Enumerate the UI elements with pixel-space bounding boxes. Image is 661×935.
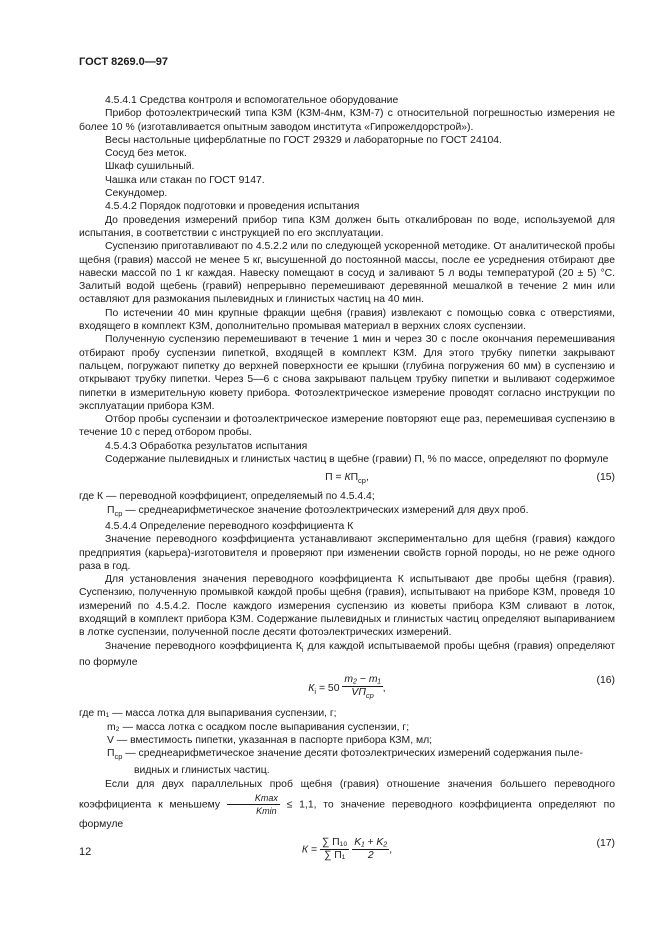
formula-16-lhs-sub: i xyxy=(314,687,317,697)
formula-17-number: (17) xyxy=(596,837,615,849)
oven-paragraph: Шкаф сушильный. xyxy=(105,161,195,173)
formula-17-numerator-1: ∑ П₁₀ xyxy=(321,836,348,848)
formula-15-p: П xyxy=(350,472,359,484)
formula-15-k: К xyxy=(344,472,351,484)
formula-15-sub: ср xyxy=(358,476,366,486)
page-number: 12 xyxy=(79,846,92,858)
stopwatch-paragraph: Секундомер. xyxy=(105,188,168,200)
ratio-numerator: Kmax xyxy=(227,792,280,805)
formula-15-lhs: П = xyxy=(325,472,345,484)
device-paragraph: Прибор фотоэлектрический типа КЗМ (КЗМ-4нм, КЗМ-7) с относительной погрешностью измерения не более 10 % (изготавливается опытным заводом института «Гипрожелдорстрой»). xyxy=(79,108,615,133)
where-v-definition: V — вместимость пипетки, указанная в паспорте прибора КЗМ, мл; xyxy=(107,734,433,746)
section-4542-title: 4.5.4.2 Порядок подготовки и проведения испытания xyxy=(105,201,360,213)
document-body xyxy=(79,94,615,876)
formula-16-eq: = 50 xyxy=(316,683,340,695)
formula-17-numerator-2: K₁ + K₂ xyxy=(354,836,388,848)
content-formula-intro: Содержание пылевидных и глинистых частиц в щебне (гравии) П, % по массе, определяют по формуле xyxy=(105,454,609,466)
pipette-paragraph: Полученную суспензию перемешивают в течение 1 мин и через 30 с после окончания перемешивания отбирают пробу суспензии пипеткой, входящей в комплект КЗМ. Для этого трубку пипетки закрывают пальцем, погружают пипетку до верхней поверхности ее крышки (глубина погружения 60 мм) в суспензию и открывают трубку пипетки. Через 5—6 с снова закрывают пальцем трубку пипетки и выливают содержимое пипетки в измерительную кювету прибора. Фотоэлектрическое измерение проводят согласно инструкции по эксплуатации прибора КЗМ. xyxy=(79,334,615,412)
formula-16-denominator-sub: ср xyxy=(365,691,374,701)
formula-15-expression: $П = КП_{ср}$, xyxy=(325,472,369,486)
coefficient-paragraph: Значение переводного коэффициента устанавливают экспериментально для щебня (гравия) каждого предприятия (карьера)-изготовителя и проверяют при изменении свойств горной породы, но не реже одного раза в год. xyxy=(79,534,615,572)
formula-16-denominator-text: VП xyxy=(351,687,366,699)
where-p-definition xyxy=(79,504,615,520)
formula-17-fraction-2 xyxy=(352,837,389,862)
formula-17-fraction-1 xyxy=(320,837,350,862)
procedure-paragraph: Для установления значения переводного коэффициента К испытывают две пробы щебня (гравия). Суспензию, полученную промывкой каждой пробы щебня (гравия), испытывают на приборе КЗМ, проведя 10 измерений по 4.5.4.2. После каждого измерения суспензию из кюветы прибора КЗМ сливают в лоток, входящий в комплект прибора КЗМ. Содержание пылевидных и глинистых частиц определяют выпариванием в лотке суспензии, полученной после десяти фотоэлектрических измерений. xyxy=(79,574,615,639)
section-4544-title: 4.5.4.4 Определение переводного коэффициента К xyxy=(105,520,354,532)
ki-intro-paragraph xyxy=(79,640,615,670)
section-4541-title: 4.5.4.1 Средства контроля и вспомогательное оборудование xyxy=(105,95,399,106)
where-p-text: — среднеарифметическое значение фотоэлектрических измерений для двух проб. xyxy=(122,504,529,516)
formula-17-lhs: К = xyxy=(301,844,320,856)
ki-intro-a: Значение переводного коэффициента К xyxy=(105,640,302,652)
formula-15 xyxy=(79,468,615,488)
vessel-paragraph: Сосуд без меток. xyxy=(105,148,187,160)
where-pcp-symbol: П xyxy=(107,748,115,760)
formula-16-number: (16) xyxy=(596,675,615,687)
formula-16-denominator xyxy=(342,687,382,702)
where-k-definition: где К — переводной коэффициент, определяемый по 4.5.4.4; xyxy=(79,491,375,503)
formula-17 xyxy=(79,834,615,874)
where-p-sub: ср xyxy=(114,508,123,518)
where-pcp-text-1: — среднеарифметическое значение десяти фотоэлектрических измерений содержания пыле- xyxy=(122,748,583,760)
where-pcp-sub: ср xyxy=(114,752,123,762)
where-m1-definition: где m₁ — масса лотка для выпаривания суспензии, г; xyxy=(79,708,337,720)
formula-16-fraction xyxy=(342,674,382,702)
ratio-text-a: Если для двух параллельных проб щебня (гравия) отношение значения большего переводного коэффициента к меньшему xyxy=(79,778,615,811)
formula-15-number: (15) xyxy=(596,472,615,484)
ratio-text-b: ≤ 1,1, то значение переводного коэффициента определяют по формуле xyxy=(79,799,615,830)
calibration-paragraph: До проведения измерений прибор типа КЗМ должен быть откалиброван по воде, используемой для испытания, в соответствии с инструкцией по его эксплуатации. xyxy=(79,214,615,239)
formula-16 xyxy=(79,671,615,705)
ki-intro-sub: i xyxy=(301,644,304,654)
scales-paragraph: Весы настольные циферблатные по ГОСТ 29329 и лабораторные по ГОСТ 24104. xyxy=(105,134,502,146)
formula-16-numerator: m₂ − m₁ xyxy=(344,674,381,686)
ratio-fraction xyxy=(227,792,280,817)
suspension-paragraph: Суспензию приготавливают по 4.5.2.2 или по следующей ускоренной методике. От аналитической пробы щебня (гравия) массой не менее 5 кг, высушенной до постоянной массы, после ее усреднения отбирают две навески массой по 1 кг каждая. Навеску помещают в сосуд и заливают 5 л воды температурой (20 ± 5) °С. Залитый водой щебень (гравий) непрерывно перемешивают деревянной мешалкой в течение 2 мин или оставляют для размокания пылевидных и глинистых частиц на 40 мин. xyxy=(79,241,615,306)
formula-16-lhs: К xyxy=(308,683,315,695)
fractions-paragraph: По истечении 40 мин крупные фракции щебня (гравия) извлекают с помощью совка с отверстиями, входящего в комплект КЗМ, дополнительно промывая материал в верхних слоях суспензии. xyxy=(79,307,615,333)
where-m2-definition: m₂ — масса лотка с осадком после выпаривания суспензии, г; xyxy=(107,721,410,733)
where-pcp-continuation: видных и глинистых частиц. xyxy=(134,764,270,776)
ratio-denominator: Kmin xyxy=(256,805,277,816)
formula-17-expression: К = $\frac{\text{∑ П₁₀}}{\text{∑ П₁}}$ $\frac{\text{K₁ + K₂}}{2}$ , xyxy=(301,836,393,861)
formula-17-denominator-1: ∑ П₁ xyxy=(323,849,346,861)
where-p-symbol: П xyxy=(107,504,115,516)
where-pcp-definition xyxy=(79,747,615,763)
section-4543-title: 4.5.4.3 Обработка результатов испытания xyxy=(105,440,308,452)
ki-intro-b: для каждой испытываемой пробы щебня (гравия) определяют по формуле xyxy=(79,640,615,669)
cup-paragraph: Чашка или стакан по ГОСТ 9147. xyxy=(105,174,265,186)
ratio-paragraph xyxy=(79,777,615,832)
repeat-paragraph: Отбор пробы суспензии и фотоэлектрическое измерение повторяют еще раз, перемешивая суспензию в течение 10 с перед отбором пробы. xyxy=(79,414,615,439)
standard-header: ГОСТ 8269.0—97 xyxy=(79,56,168,68)
formula-16-expression: $К_i = 50$ $\frac{\text{m₂ − m₁}}{VП_{ср}}$ , xyxy=(308,674,386,701)
formula-17-denominator-2: 2 xyxy=(367,849,374,861)
